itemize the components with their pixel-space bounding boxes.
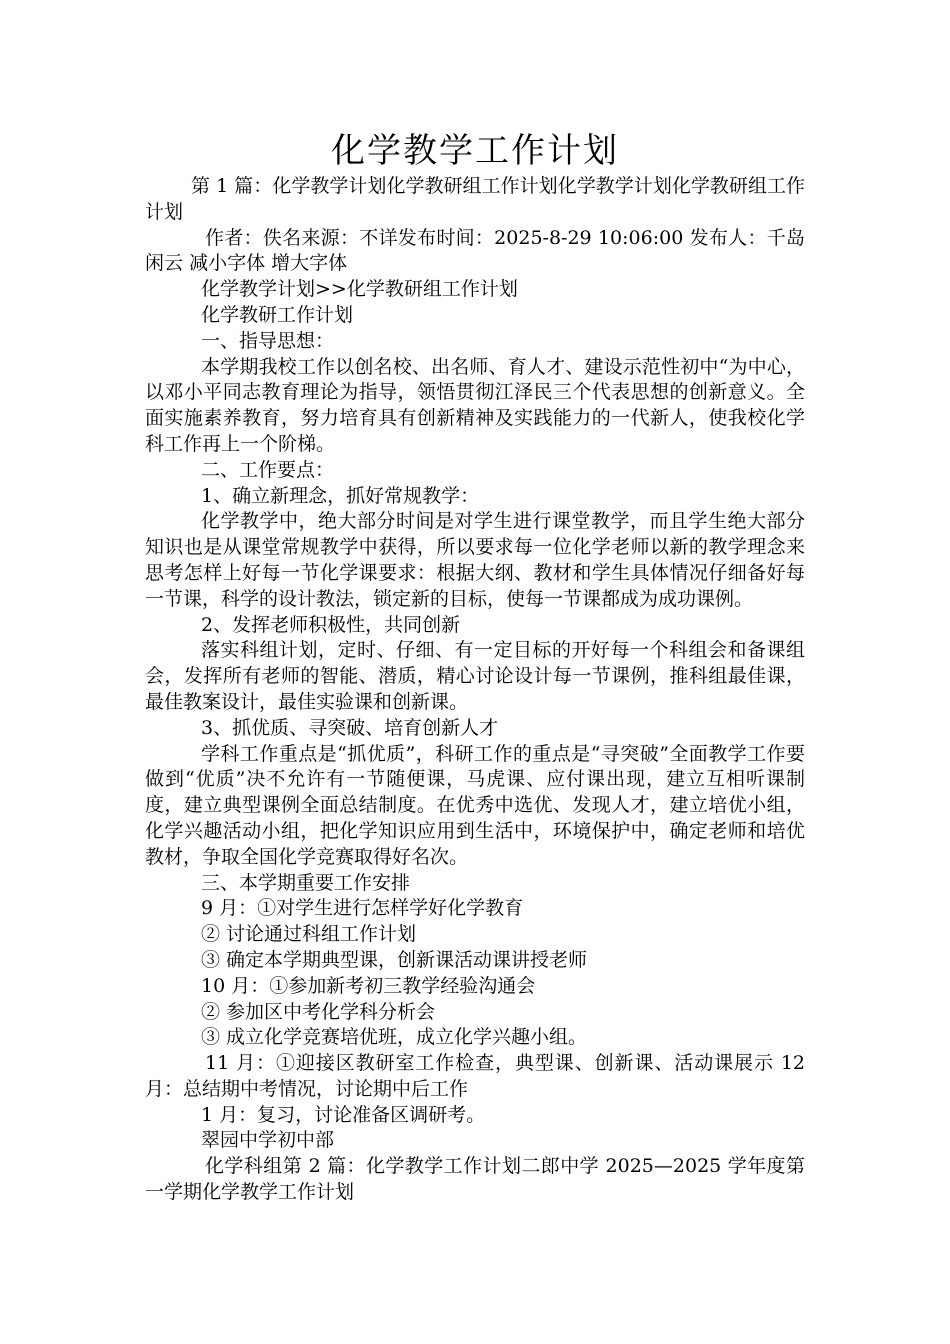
schedule-jan: 1 月：复习，讨论准备区调研考。 <box>201 1103 486 1126</box>
schedule-oct-1: 10 月：①参加新考初三教学经验沟通会 <box>201 974 536 997</box>
point-1-heading: 1、确立新理念，抓好常规教学： <box>201 484 480 507</box>
point-2-heading: 2、发挥老师积极性，共同创新 <box>201 613 461 636</box>
article-meta <box>145 226 805 278</box>
schedule-sep-1: 9 月：①对学生进行怎样学好化学教育 <box>201 897 524 920</box>
schedule-sep-2: ② 讨论通过科组工作计划 <box>201 923 417 946</box>
breadcrumb: 化学教学计划>>化学教研组工作计划 <box>201 278 518 301</box>
article-2-heading: 化学科组第 2 篇：化学教学工作计划二郎中学 2025—2025 学年度第一学期化学教学工作计划 <box>145 1155 805 1204</box>
section-2-heading: 二、工作要点： <box>201 458 335 481</box>
point-2-body: 落实科组计划，定时、仔细、有一定目标的开好每一个科组会和备课组会，发挥所有老师的智能、潜质，精心讨论设计每一节课例，推科组最佳课，最佳教案设计，最佳实验课和创新课。 <box>145 639 805 713</box>
school-name: 翠园中学初中部 <box>201 1129 335 1152</box>
schedule-nov-dec: 11 月：①迎接区教研室工作检查，典型课、创新课、活动课展示 12 月：总结期中考情况，讨论期中后工作 <box>145 1052 805 1100</box>
schedule-oct-3: ③ 成立化学竞赛培优班，成立化学兴趣小组。 <box>201 1026 588 1049</box>
section-3-heading: 三、本学期重要工作安排 <box>201 871 411 894</box>
increase-font-link[interactable]: 增大字体 <box>271 252 348 275</box>
schedule-sep-3: ③ 确定本学期典型课，创新课活动课讲授老师 <box>201 948 588 971</box>
document-title: 化学教学工作计划 <box>331 131 619 171</box>
decrease-font-link[interactable]: 减小字体 <box>189 252 266 275</box>
document-subtitle: 化学教研工作计划 <box>201 303 354 326</box>
article-heading: 第 1 篇：化学教学计划化学教研组工作计划化学教学计划化学教研组工作计划 <box>145 175 805 223</box>
point-3-body: 学科工作重点是“抓优质”，科研工作的重点是“寻突破”全面教学工作要做到“优质”决不允许有一节随便课，马虎课、应付课出现，建立互相听课制度，建立典型课例全面总结制度。在优秀中选优、发现人才，建立培优小组，化学兴趣活动小组，把化学知识应用到生活中，环境保护中，确定老师和培优教材，争取全国化学竞赛取得好名次。 <box>145 742 805 868</box>
schedule-oct-2: ② 参加区中考化学科分析会 <box>201 1000 436 1023</box>
point-3-heading: 3、抓优质、寻突破、培育创新人才 <box>201 716 499 739</box>
document-page <box>145 128 805 1206</box>
point-1-body: 化学教学中，绝大部分时间是对学生进行课堂教学，而且学生绝大部分知识也是从课堂常规教学中获得，所以要求每一位化学老师以新的教学理念来思考怎样上好每一节化学课要求：根据大纲、教材和学生具体情况仔细备好每一节课，科学的设计教法，锁定新的目标，使每一节课都成为成功课例。 <box>145 510 805 610</box>
section-1-body: 本学期我校工作以创名校、出名师、育人才、建设示范性初中“为中心，以邓小平同志教育理论为指导，领悟贯彻江泽民三个代表思想的创新意义。全面实施素养教育，努力培育具有创新精神及实践能力的一代新人，使我校化学科工作再上一个阶梯。 <box>145 355 805 455</box>
section-1-heading: 一、指导思想： <box>201 329 335 352</box>
meta-text: 作者：佚名来源：不详发布时间：2025-8-29 10:06:00 发布人：千岛闲云 <box>145 226 805 275</box>
